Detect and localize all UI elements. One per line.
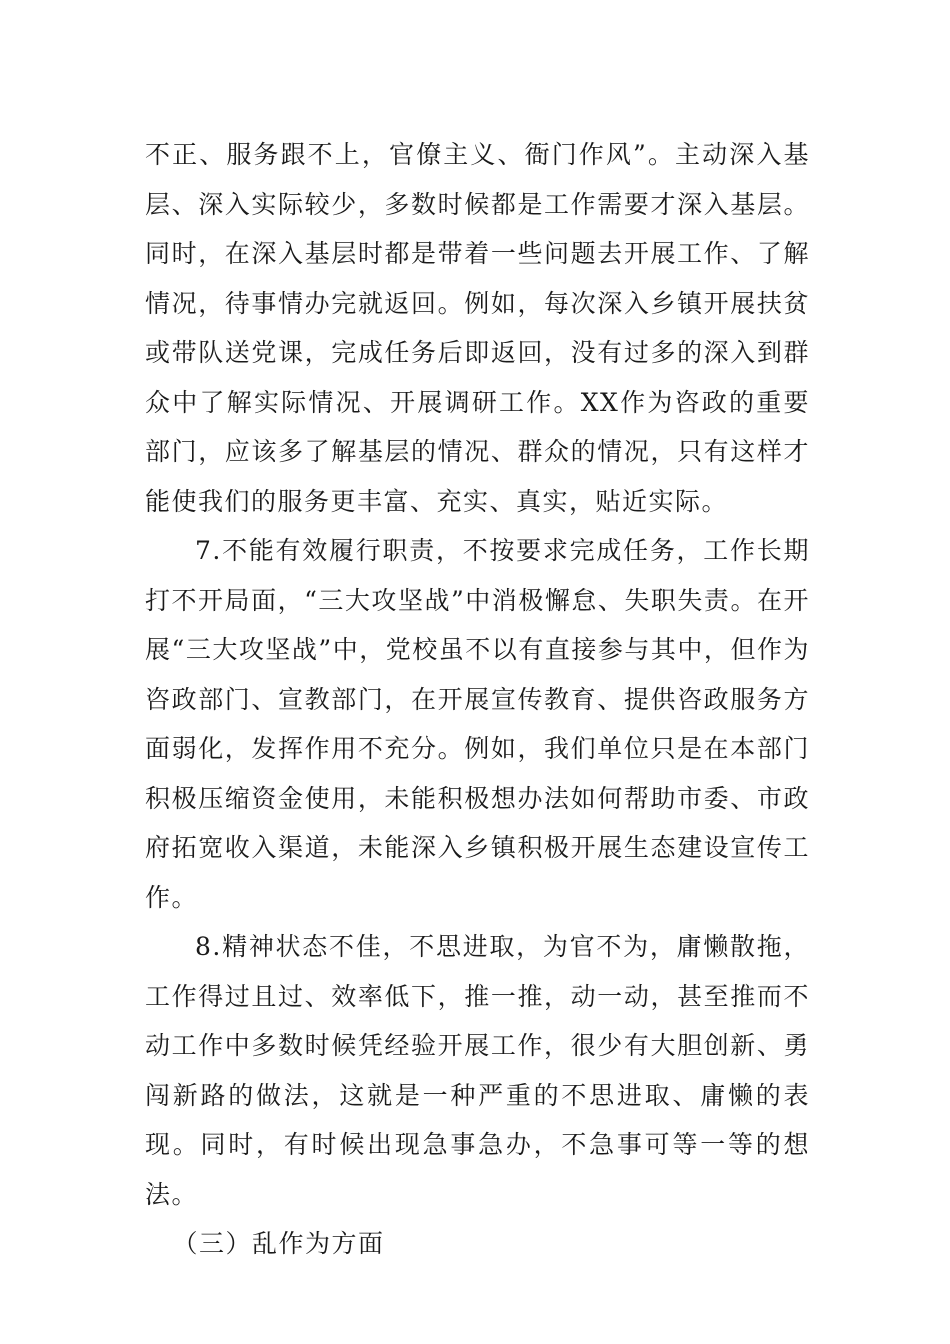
section-heading: （三）乱作为方面 xyxy=(172,1229,385,1258)
paragraph-continuation: 不正、服务跟不上，官僚主义、衙门作风”。主动深入基层、深入实际较少，多数时候都是工作需要才深入基层。同时，在深入基层时都是带着一些问题去开展工作、了解情况，待事情办完就返回。例如，每次深入乡镇开展扶贫或带队送党课，完成任务后即返回，没有过多的深入到群众中了解实际情况、开展调研工作。XX作为咨政的重要部门，应该多了解基层的情况、群众的情况，只有这样才能使我们的服务更丰富、充实、真实，贴近实际。 xyxy=(145,140,810,516)
paragraph-item-8: 8.精神状态不佳，不思进取，为官不为，庸懒散拖，工作得过且过、效率低下，推一推，动一动，甚至推而不动工作中多数时候凭经验开展工作，很少有大胆创新、勇闯新路的做法，这就是一种严重的不思进取、庸懒的表现。同时，有时候出现急事急办，不急事可等一等的想法。 xyxy=(145,932,810,1209)
paragraph-item-7: 7.不能有效履行职责，不按要求完成任务，工作长期打不开局面，“三大攻坚战”中消极懈怠、失职失责。在开展“三大攻坚战”中，党校虽不以有直接参与其中，但作为咨政部门、宣教部门，在开展宣传教育、提供咨政服务方面弱化，发挥作用不充分。例如，我们单位只是在本部门积极压缩资金使用，未能积极想办法如何帮助市委、市政府拓宽收入渠道，未能深入乡镇积极开展生态建设宣传工作。 xyxy=(145,536,810,912)
document-body xyxy=(145,130,810,1269)
